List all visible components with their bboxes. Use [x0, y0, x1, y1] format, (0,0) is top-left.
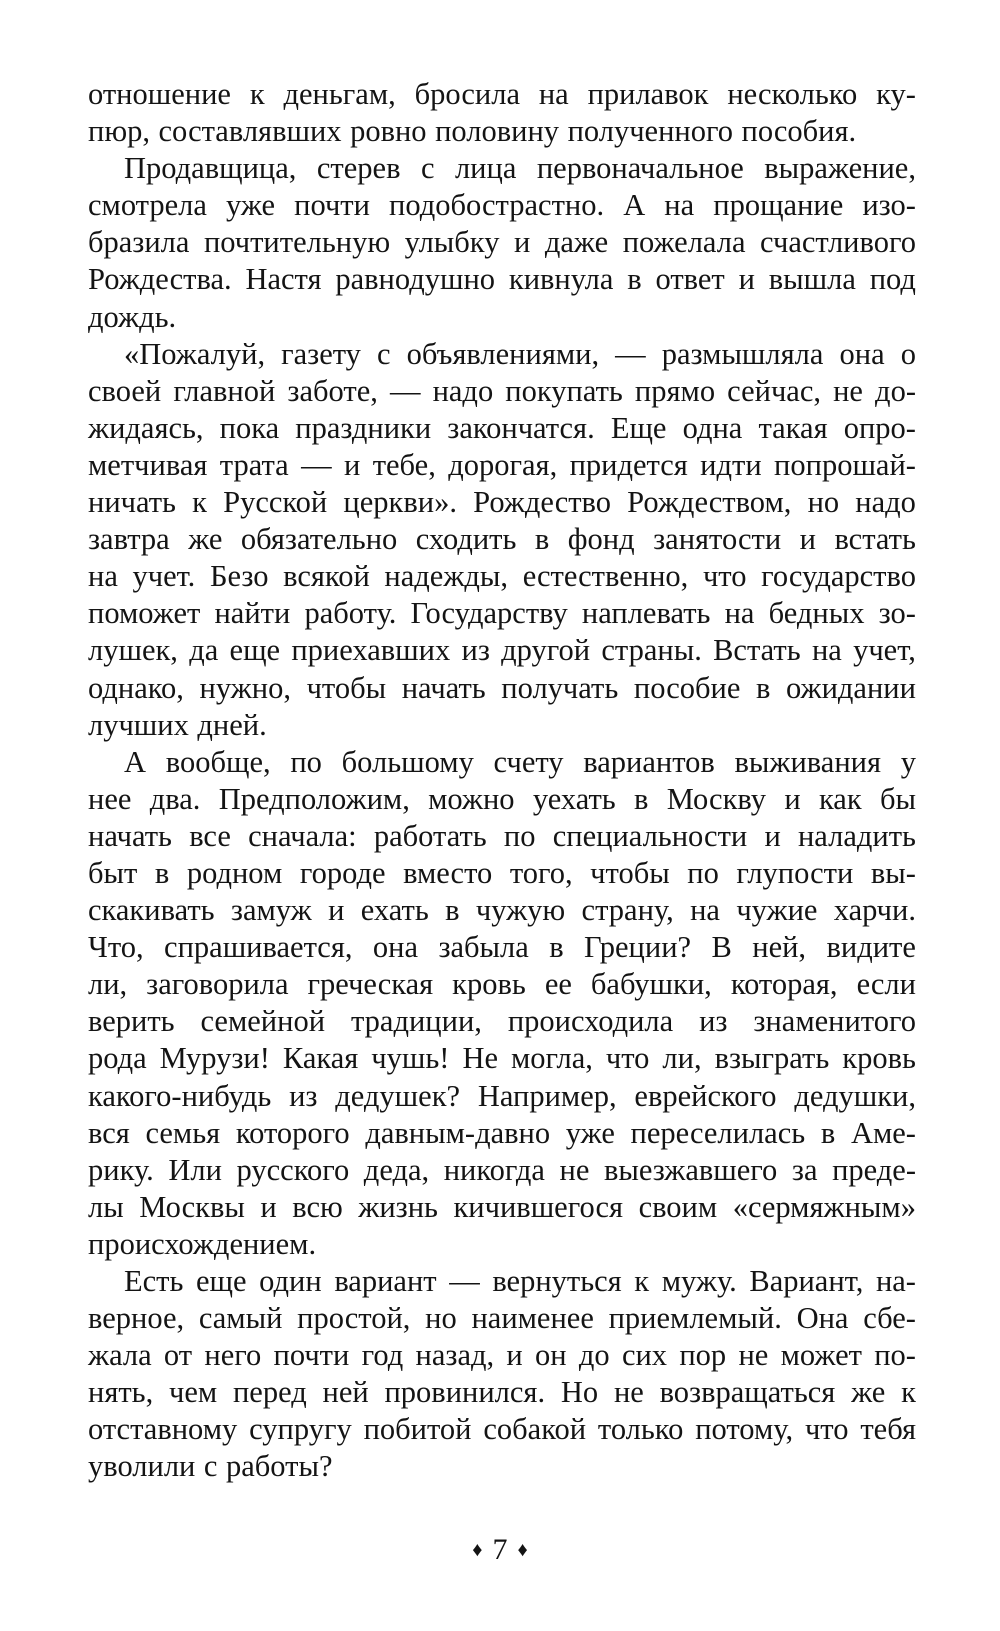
text-line: бразила почтительную улыбку и даже пожелала счастливого	[88, 225, 916, 260]
paragraph	[88, 1263, 916, 1486]
text-line: уволили с работы?	[88, 1449, 333, 1484]
text-line: Рождества. Настя равнодушно кивнула в ответ и вышла под	[88, 262, 916, 297]
text-line: верить семейной традиции, происходила из знаменитого	[88, 1004, 916, 1039]
text-line: А вообще, по большому счету вариантов выживания у	[124, 744, 916, 779]
text-line: метчивая трата — и тебе, дорогая, придется идти попрошай-	[88, 447, 916, 482]
text-line: нять, чем перед ней провинился. Но не возвращаться же к	[88, 1375, 916, 1410]
text-line: смотрела уже почти подобострастно. А на прощание изо-	[88, 188, 916, 223]
text-line: пюр, составлявших ровно половину полученного пособия.	[88, 114, 857, 149]
text-line: ли, заговорила греческая кровь ее бабушки, которая, если	[88, 967, 916, 1002]
paragraph	[88, 744, 916, 1263]
text-line: Есть еще один вариант — вернуться к мужу. Вариант, на-	[124, 1264, 916, 1298]
text-line: отношение к деньгам, бросила на прилавок несколько ку-	[88, 77, 916, 111]
paragraph	[88, 150, 916, 335]
text-line: своей главной заботе, — надо покупать прямо сейчас, не до-	[88, 373, 916, 408]
paragraph	[88, 76, 916, 150]
text-line: Что, спрашивается, она забыла в Греции? В ней, видите	[88, 930, 916, 965]
text-line: жидаясь, пока праздники закончатся. Еще одна такая опро-	[88, 410, 916, 445]
text-line: скакивать замуж и ехать в чужую страну, на чужие харчи.	[88, 893, 916, 928]
text-line: ничать к Русской церкви». Рождество Рождеством, но надо	[88, 485, 916, 520]
text-line: завтра же обязательно сходить в фонд занятости и встать	[88, 522, 916, 557]
text-line: Продавщица, стерев с лица первоначальное выражение,	[124, 151, 916, 186]
text-line: «Пожалуй, газету с объявлениями, — размышляла она о	[124, 336, 916, 371]
text-line: какого-нибудь из дедушек? Например, еврейского дедушки,	[88, 1078, 916, 1113]
text-line: дождь.	[88, 299, 177, 334]
text-line: нее два. Предположим, можно уехать в Москву и как бы	[88, 781, 916, 816]
book-page-body	[88, 76, 916, 1486]
text-line: поможет найти работу. Государству наплевать на бедных зо-	[88, 596, 916, 631]
text-line: жала от него почти год назад, и он до сих пор не может по-	[88, 1338, 916, 1373]
paragraph	[88, 336, 916, 744]
text-line: лушек, да еще приехавших из другой страны. Встать на учет,	[88, 633, 916, 668]
text-line: начать все сначала: работать по специальности и наладить	[88, 818, 916, 853]
page-footer	[0, 1532, 1000, 1570]
text-line: лы Москвы и всю жизнь кичившегося своим «сермяжным»	[88, 1189, 916, 1224]
text-line: вся семья которого давным-давно уже переселилась в Аме-	[88, 1115, 916, 1150]
text-line: рода Мурузи! Какая чушь! Не могла, что ли, взыграть кровь	[88, 1041, 916, 1076]
text-line: отставному супругу побитой собакой только потому, что тебя	[88, 1412, 916, 1447]
text-line: происхождением.	[88, 1226, 317, 1261]
text-line: рику. Или русского деда, никогда не выезжавшего за преде-	[88, 1152, 916, 1187]
text-line: верное, самый простой, но наименее приемлемый. Она сбе-	[88, 1301, 916, 1336]
text-line: быт в родном городе вместо того, чтобы по глупости вы-	[88, 855, 916, 890]
page-number: 7	[492, 1533, 508, 1566]
diamond-ornament-icon: ♦	[517, 1539, 528, 1562]
diamond-ornament-icon: ♦	[472, 1539, 483, 1562]
text-line: на учет. Безо всякой надежды, естественно, что государство	[88, 559, 916, 594]
text-line: лучших дней.	[88, 707, 267, 742]
text-line: однако, нужно, чтобы начать получать пособие в ожидании	[88, 670, 916, 705]
